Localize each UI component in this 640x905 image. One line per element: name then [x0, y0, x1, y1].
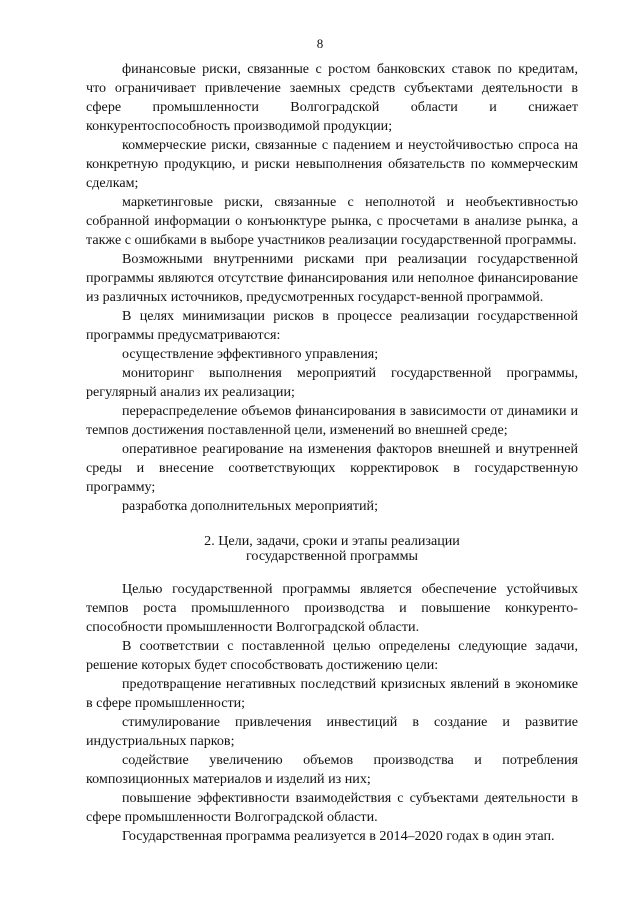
paragraph: В соответствии с поставленной целью определены следующие задачи, решение которых будет способствовать достижению цели:	[86, 638, 578, 673]
paragraph: стимулирование привлечения инвестиций в создание и развитие индустриальных парков;	[86, 714, 578, 749]
paragraph: мониторинг выполнения мероприятий государственной программы, регулярный анализ их реализации;	[86, 365, 578, 400]
paragraph: перераспределение объемов финансирования в зависимости от динамики и темпов достижения поставленной цели, изменений во внешней среде;	[86, 403, 578, 438]
paragraph: повышение эффективности взаимодействия с субъектами деятельности в сфере промышленности Волгоградской области.	[86, 790, 578, 825]
paragraph: Государственная программа реализуется в 2014–2020 годах в один этап.	[122, 828, 555, 844]
paragraph: оперативное реагирование на изменения факторов внешней и внутренней среды и внесение соответствующих корректировок в государственную программу;	[86, 441, 578, 495]
section-heading-line1: 2. Цели, задачи, сроки и этапы реализации	[204, 533, 460, 549]
paragraph: маркетинговые риски, связанные с неполнотой и необъективностью собранной информации о конъюнктуре рынка, с просчетами в анализе рынка, а также с ошибками в выборе участников реализации государственной программы.	[86, 194, 578, 248]
page-number: 8	[316, 36, 324, 51]
paragraph: Целью государственной программы является обеспечение устойчивых темпов роста промышленного производства и повышение конкуренто-способности промышленности Волгоградской области.	[86, 581, 578, 635]
section-heading	[86, 534, 578, 564]
paragraph: В целях минимизации рисков в процессе реализации государственной программы предусматриваются:	[86, 308, 578, 343]
paragraph: содействие увеличению объемов производства и потребления композиционных материалов и изделий из них;	[86, 752, 578, 787]
paragraph: разработка дополнительных мероприятий;	[122, 498, 379, 514]
paragraph: осуществление эффективного управления;	[122, 346, 379, 362]
section-heading-line2: государственной программы	[246, 548, 418, 564]
paragraph: коммерческие риски, связанные с падением и неустойчивостью спроса на конкретную продукцию, и риски невыполнения обязательств по коммерческим сделкам;	[86, 137, 578, 191]
paragraph: предотвращение негативных последствий кризисных явлений в экономике в сфере промышленности;	[86, 676, 578, 711]
paragraph: финансовые риски, связанные с ростом банковских ставок по кредитам, что ограничивает привлечение заемных средств субъектами деятельности в сфере промышленности Волгоградской области и снижает конкурентоспособность производимой продукции;	[86, 61, 578, 134]
document-body	[86, 60, 578, 846]
paragraph: Возможными внутренними рисками при реализации государственной программы являются отсутствие финансирования или неполное финансирование из различных источников, предусмотренных государст-венной программой.	[86, 251, 578, 305]
